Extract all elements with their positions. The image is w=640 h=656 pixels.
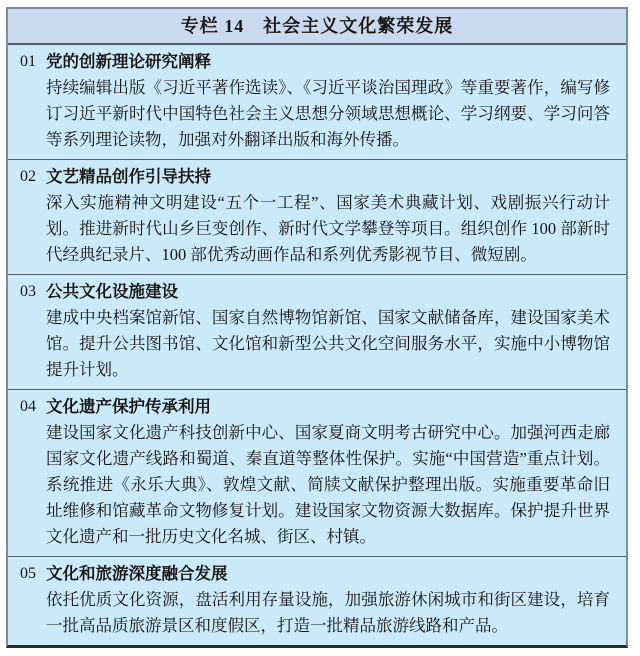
section-number: 02 bbox=[20, 168, 36, 185]
section bbox=[8, 159, 626, 274]
section bbox=[8, 45, 626, 159]
section bbox=[8, 389, 626, 556]
section-number: 04 bbox=[20, 398, 36, 415]
panel-title: 专栏 14 社会主义文化繁荣发展 bbox=[180, 16, 454, 36]
section-heading: 公共文化设施建设 bbox=[46, 282, 178, 301]
section-number: 03 bbox=[20, 283, 36, 300]
section-heading: 文化和旅游深度融合发展 bbox=[46, 564, 228, 583]
panel-sections bbox=[8, 45, 626, 645]
section-body: 建成中央档案馆新馆、国家自然博物馆新馆、国家文献储备库，建设国家美术馆。提升公共图书馆、文化馆和新型公共文化空间服务水平，实施中小博物馆提升计划。 bbox=[46, 308, 610, 379]
section bbox=[8, 274, 626, 389]
section-heading: 文艺精品创作引导扶持 bbox=[46, 167, 211, 186]
section bbox=[8, 556, 626, 645]
section-body: 深入实施精神文明建设“五个一工程”、国家美术典藏计划、戏剧振兴行动计划。推进新时代山乡巨变创作、新时代文学攀登等项目。组织创作 100 部新时代经典纪录片、100 部优秀动画作品和系列优秀影视节目、微短剧。 bbox=[46, 193, 610, 264]
section-body: 依托优质文化资源，盘活利用存量设施，加强旅游休闲城市和街区建设，培育一批高品质旅游景区和度假区，打造一批精品旅游线路和产品。 bbox=[46, 590, 610, 635]
section-heading: 文化遗产保护传承利用 bbox=[46, 397, 211, 416]
section-number: 01 bbox=[20, 53, 36, 70]
section-body: 持续编辑出版《习近平著作选读》、《习近平谈治国理政》等重要著作，编写修订习近平新时代中国特色社会主义思想分领域思想概论、学习纲要、学习问答等系列理论读物，加强对外翻译出版和海外传播。 bbox=[46, 78, 610, 149]
policy-column-box bbox=[6, 7, 628, 648]
panel-header bbox=[8, 9, 626, 45]
section-body: 建设国家文化遗产科技创新中心、国家夏商文明考古研究中心。加强河西走廊国家文化遗产线路和蜀道、秦直道等整体性保护。实施“中国营造”重点计划。系统推进《永乐大典》、敦煌文献、简牍文献保护整理出版。实施重要革命旧址维修和馆藏革命文物修复计划。建设国家文物资源大数据库。保护提升世界文化遗产和一批历史文化名城、街区、村镇。 bbox=[46, 423, 610, 546]
section-heading: 党的创新理论研究阐释 bbox=[46, 52, 211, 71]
section-number: 05 bbox=[20, 565, 36, 582]
